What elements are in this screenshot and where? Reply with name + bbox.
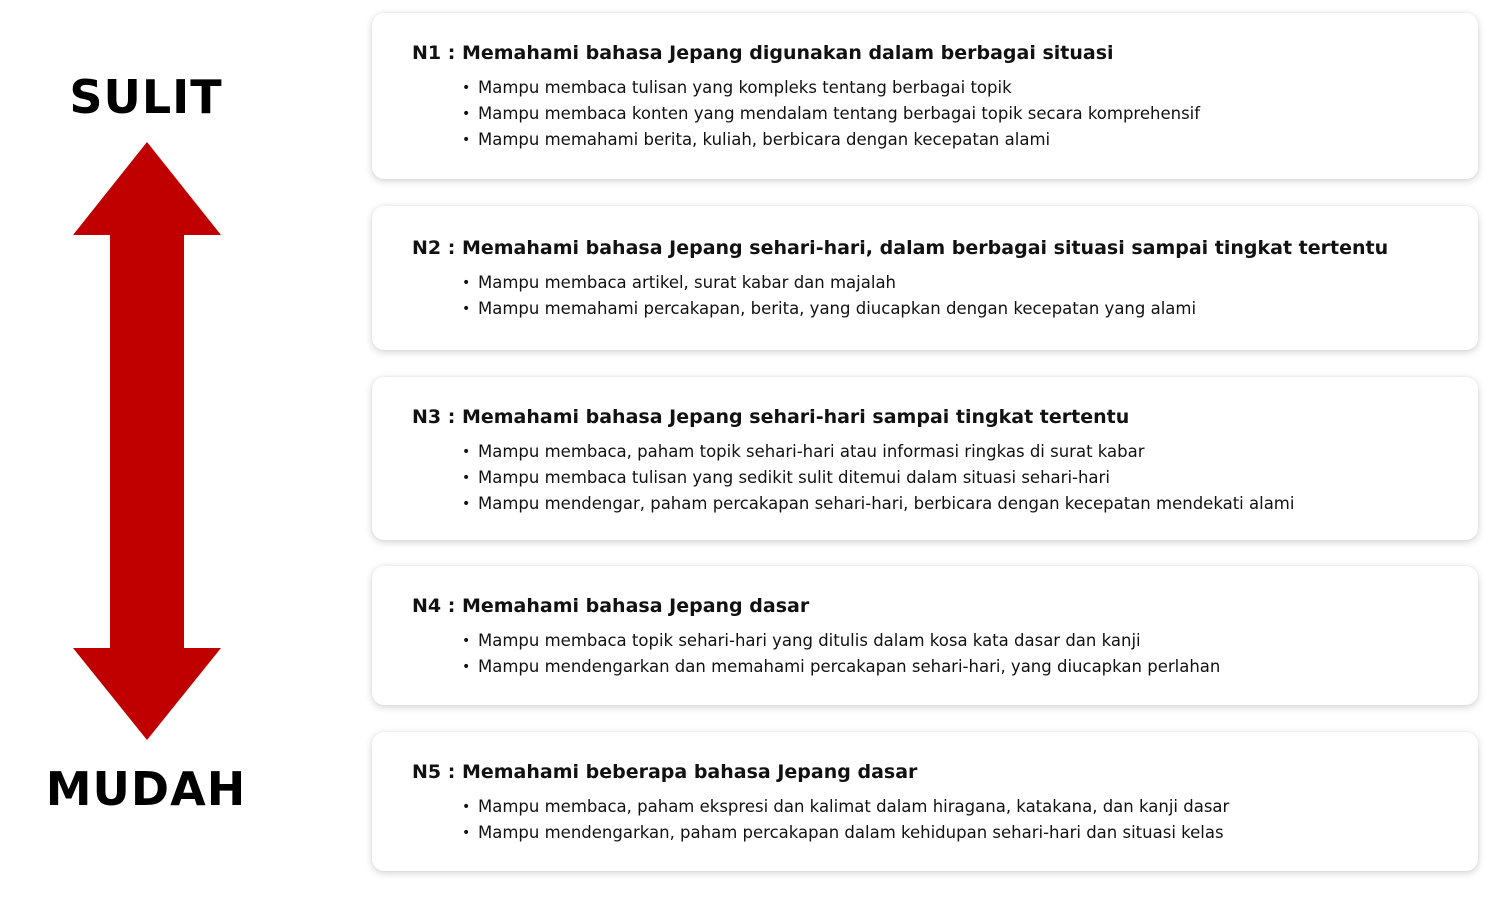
- double-arrow-shape: [73, 142, 221, 740]
- difficulty-label-hard: SULIT: [69, 70, 223, 124]
- list-item: • Mampu mendengarkan dan memahami percakapan sehari-hari, yang diucapkan perlahan: [462, 654, 1454, 680]
- level-card-n5: [372, 732, 1478, 871]
- level-ability-list: [412, 270, 1454, 322]
- level-title: N1 : Memahami bahasa Jepang digunakan dalam berbagai situasi: [412, 42, 1114, 64]
- jlpt-level-list: [372, 0, 1478, 914]
- level-card-n2: [372, 206, 1478, 350]
- list-item: • Mampu memahami percakapan, berita, yang diucapkan dengan kecepatan yang alami: [462, 296, 1454, 322]
- list-item: • Mampu mendengarkan, paham percakapan dalam kehidupan sehari-hari dan situasi kelas: [462, 820, 1454, 846]
- level-title: N4 : Memahami bahasa Jepang dasar: [412, 595, 810, 617]
- level-ability-list: [412, 794, 1454, 846]
- list-item: • Mampu memahami berita, kuliah, berbicara dengan kecepatan alami: [462, 127, 1454, 153]
- double-arrow-icon: [70, 142, 224, 742]
- level-title: N3 : Memahami bahasa Jepang sehari-hari sampai tingkat tertentu: [412, 406, 1130, 428]
- list-item: • Mampu mendengar, paham percakapan sehari-hari, berbicara dengan kecepatan mendekati alami: [462, 491, 1454, 517]
- list-item: • Mampu membaca, paham topik sehari-hari atau informasi ringkas di surat kabar: [462, 439, 1454, 465]
- list-item: • Mampu membaca tulisan yang kompleks tentang berbagai topik: [462, 75, 1454, 101]
- level-title: N5 : Memahami beberapa bahasa Jepang dasar: [412, 761, 918, 783]
- list-item: • Mampu membaca konten yang mendalam tentang berbagai topik secara komprehensif: [462, 101, 1454, 127]
- level-card-n4: [372, 566, 1478, 705]
- level-ability-list: [412, 628, 1454, 680]
- level-card-n3: [372, 377, 1478, 540]
- level-card-n1: [372, 13, 1478, 179]
- level-title: N2 : Memahami bahasa Jepang sehari-hari, dalam berbagai situasi sampai tingkat tertentu: [412, 237, 1389, 259]
- list-item: • Mampu membaca topik sehari-hari yang ditulis dalam kosa kata dasar dan kanji: [462, 628, 1454, 654]
- list-item: • Mampu membaca tulisan yang sedikit sulit ditemui dalam situasi sehari-hari: [462, 465, 1454, 491]
- level-ability-list: [412, 75, 1454, 153]
- list-item: • Mampu membaca, paham ekspresi dan kalimat dalam hiragana, katakana, dan kanji dasar: [462, 794, 1454, 820]
- list-item: • Mampu membaca artikel, surat kabar dan majalah: [462, 270, 1454, 296]
- difficulty-label-easy: MUDAH: [45, 762, 247, 816]
- level-ability-list: [412, 439, 1454, 517]
